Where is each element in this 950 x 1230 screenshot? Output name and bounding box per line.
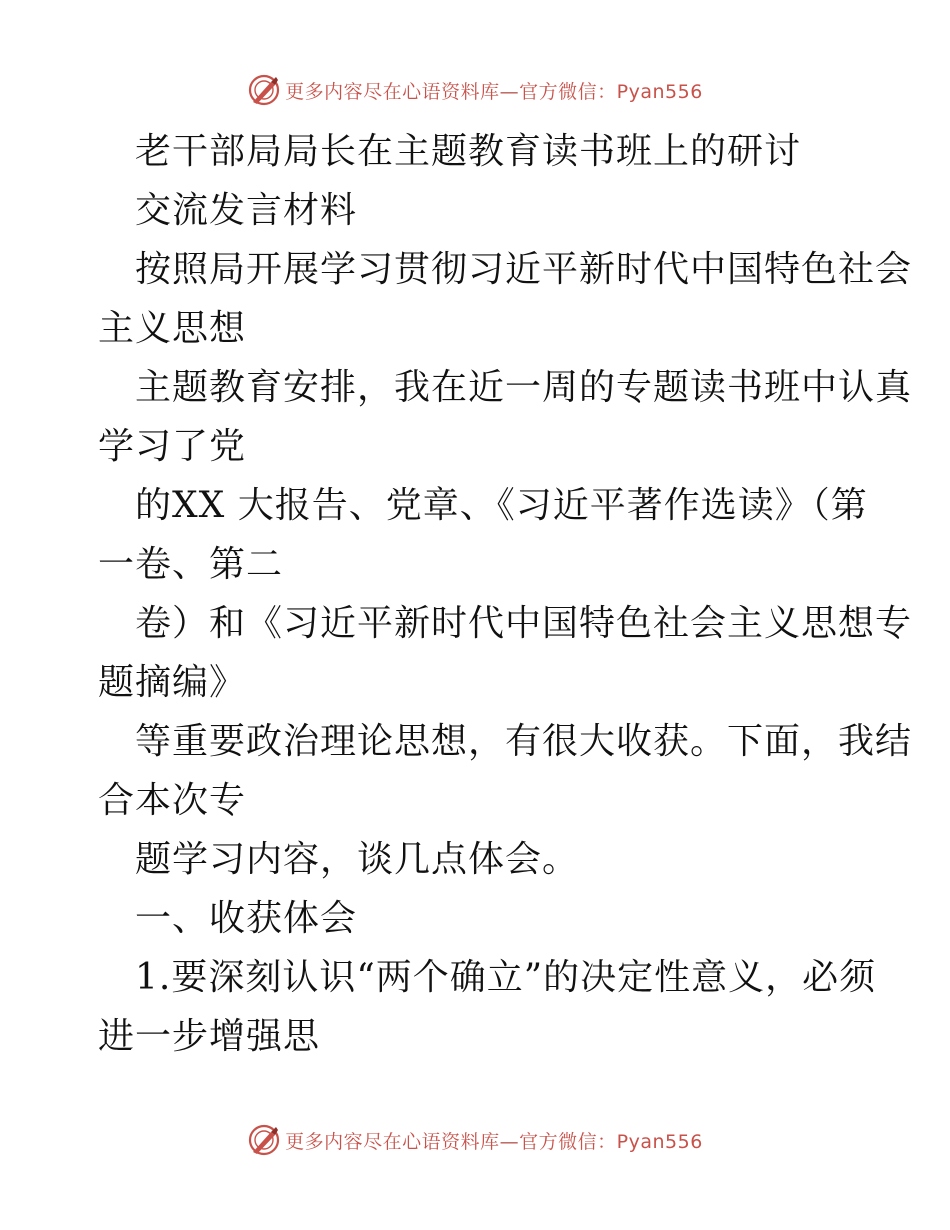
text-line: 合本次专 bbox=[98, 780, 247, 821]
pen-logo-icon bbox=[247, 1123, 281, 1157]
text-line: 主义思想 bbox=[98, 308, 247, 349]
watermark-separator: — bbox=[499, 1130, 520, 1153]
pen-logo-icon bbox=[247, 73, 281, 107]
header-watermark bbox=[0, 70, 950, 110]
watermark-text bbox=[285, 1127, 703, 1154]
text-line: 按照局开展学习贯彻习近平新时代中国特色社会 bbox=[135, 249, 913, 290]
watermark-separator: — bbox=[499, 80, 520, 103]
text-line: 交流发言材料 bbox=[135, 190, 358, 231]
text-line: 老干部局局长在主题教育读书班上的研讨 bbox=[135, 131, 802, 172]
text-line: 的XX 大报告、党章、《习近平著作选读》（第 bbox=[135, 485, 868, 526]
watermark-contact: 官方微信：Pyan556 bbox=[519, 80, 703, 103]
watermark-brand: 更多内容尽在心语资料库 bbox=[285, 1130, 500, 1153]
section-heading: 一、收获体会 bbox=[135, 898, 358, 939]
text-line: 一卷、第二 bbox=[98, 544, 284, 585]
watermark-contact: 官方微信：Pyan556 bbox=[519, 1130, 703, 1153]
text-line: 等重要政治理论思想，有很大收获。下面，我结 bbox=[135, 721, 913, 762]
document-body bbox=[98, 122, 913, 1066]
watermark-text bbox=[285, 77, 703, 104]
text-line: 题学习内容，谈几点体会。 bbox=[135, 839, 580, 880]
text-line: 学习了党 bbox=[98, 426, 247, 467]
text-line: 主题教育安排，我在近一周的专题读书班中认真 bbox=[135, 367, 913, 408]
watermark-brand: 更多内容尽在心语资料库 bbox=[285, 80, 500, 103]
text-line: 进一步增强思 bbox=[98, 1016, 321, 1057]
text-line: 1.要深刻认识“两个确立”的决定性意义，必须 bbox=[135, 957, 877, 998]
text-line: 题摘编》 bbox=[98, 662, 247, 703]
footer-watermark bbox=[0, 1120, 950, 1160]
text-line: 卷）和《习近平新时代中国特色社会主义思想专 bbox=[135, 603, 913, 644]
